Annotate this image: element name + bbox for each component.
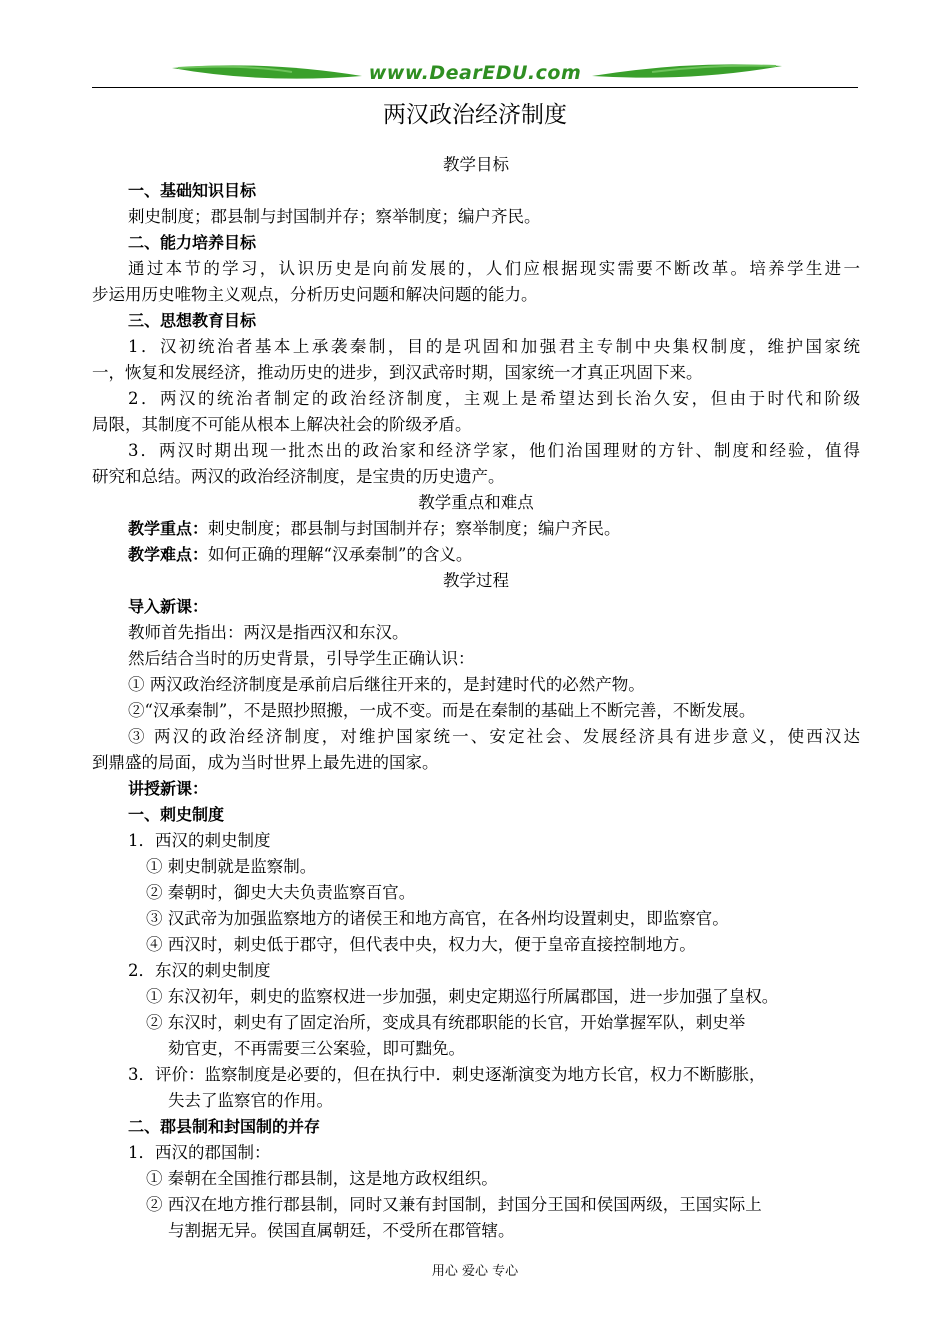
text-line: 然后结合当时的历史背景，引导学生正确认识： bbox=[128, 649, 475, 668]
text-line: 2．两汉的统治者制定的政治经济制度，主观上是希望达到长治久安，但由于时代和阶级 bbox=[128, 389, 860, 408]
text-line: 局限，其制度不可能从根本上解决社会的阶级矛盾。 bbox=[92, 415, 472, 434]
header-rule bbox=[92, 87, 858, 88]
text-line: 1．西汉的郡国制： bbox=[128, 1143, 271, 1162]
text-line: ③ 两汉的政治经济制度，对维护国家统一、安定社会、发展经济具有进步意义，使西汉达 bbox=[128, 727, 860, 746]
text-line: 通过本节的学习，认识历史是向前发展的，人们应根据现实需要不断改革。培养学生进一 bbox=[128, 259, 860, 278]
text-line: 劾官吏，不再需要三公案验，即可黜免。 bbox=[168, 1039, 465, 1058]
text-line: 1．汉初统治者基本上承袭秦制，目的是巩固和加强君主专制中央集权制度，维护国家统 bbox=[128, 337, 860, 356]
label-text: 教学重点： bbox=[128, 519, 209, 538]
text-line: ① 秦朝在全国推行郡县制，这是地方政权组织。 bbox=[146, 1169, 498, 1188]
text-line: ② 秦朝时，御史大夫负责监察百官。 bbox=[146, 883, 416, 902]
document-body bbox=[92, 152, 860, 1244]
text-line: ① 两汉政治经济制度是承前启后继往开来的，是封建时代的必然产物。 bbox=[128, 675, 645, 694]
text-line bbox=[92, 542, 860, 568]
text-line bbox=[92, 516, 860, 542]
text-line: ① 东汉初年，刺史的监察权进一步加强，刺史定期巡行所属郡国，进一步加强了皇权。 bbox=[146, 987, 779, 1006]
site-name[interactable]: www.DearEDU.com bbox=[368, 62, 582, 84]
label-value: 如何正确的理解“汉承秦制”的含义。 bbox=[208, 545, 473, 564]
label-value: 刺史制度；郡县制与封国制并存；察举制度；编户齐民。 bbox=[208, 519, 621, 538]
text-line: 2．东汉的刺史制度 bbox=[128, 961, 271, 980]
bold-heading: 一、刺史制度 bbox=[128, 805, 225, 824]
page-title: 两汉政治经济制度 bbox=[383, 102, 567, 128]
section-heading: 教学目标 bbox=[443, 155, 509, 174]
text-line: 1．西汉的刺史制度 bbox=[128, 831, 271, 850]
bold-heading: 讲授新课： bbox=[128, 779, 209, 798]
text-line: 到鼎盛的局面，成为当时世界上最先进的国家。 bbox=[92, 753, 439, 772]
text-line: 一，恢复和发展经济，推动历史的进步，到汉武帝时期，国家统一才真正巩固下来。 bbox=[92, 363, 703, 382]
text-line: ① 刺史制就是监察制。 bbox=[146, 857, 317, 876]
text-line: 与割据无异。侯国直属朝廷，不受所在郡管辖。 bbox=[168, 1221, 515, 1240]
site-header-banner bbox=[92, 54, 858, 94]
bold-heading: 导入新课： bbox=[128, 597, 209, 616]
bold-heading: 二、能力培养目标 bbox=[128, 233, 257, 252]
text-line: 步运用历史唯物主义观点，分析历史问题和解决问题的能力。 bbox=[92, 285, 538, 304]
text-line: 教师首先指出：两汉是指西汉和东汉。 bbox=[128, 623, 409, 642]
label-text: 教学难点： bbox=[128, 545, 209, 564]
text-line: ② 西汉在地方推行郡县制，同时又兼有封国制，封国分王国和侯国两级，王国实际上 bbox=[146, 1195, 762, 1214]
text-line: ③ 汉武帝为加强监察地方的诸侯王和地方高官，在各州均设置刺史，即监察官。 bbox=[146, 909, 729, 928]
text-line: 研究和总结。两汉的政治经济制度，是宝贵的历史遗产。 bbox=[92, 467, 505, 486]
page-footer: 用心 爱心 专心 bbox=[431, 1264, 519, 1279]
bold-heading: 三、思想教育目标 bbox=[128, 311, 257, 330]
text-line: 3．两汉时期出现一批杰出的政治家和经济学家，他们治国理财的方针、制度和经验，值得 bbox=[128, 441, 860, 460]
text-line: 刺史制度；郡县制与封国制并存；察举制度；编户齐民。 bbox=[128, 207, 541, 226]
section-heading: 教学过程 bbox=[443, 571, 509, 590]
text-line: 失去了监察官的作用。 bbox=[168, 1091, 333, 1110]
bold-heading: 二、郡县制和封国制的并存 bbox=[128, 1117, 321, 1136]
text-line: 3．评价：监察制度是必要的，但在执行中．刺史逐渐演变为地方长官，权力不断膨胀， bbox=[128, 1065, 766, 1084]
text-line: ② 东汉时，刺史有了固定治所，变成具有统郡职能的长官，开始掌握军队，刺史举 bbox=[146, 1013, 746, 1032]
bold-heading: 一、基础知识目标 bbox=[128, 181, 257, 200]
section-heading: 教学重点和难点 bbox=[418, 493, 534, 512]
text-line: ④ 西汉时，刺史低于郡守，但代表中央，权力大，便于皇帝直接控制地方。 bbox=[146, 935, 696, 954]
text-line: ②“汉承秦制”，不是照抄照搬，一成不变。而是在秦制的基础上不断完善，不断发展。 bbox=[128, 701, 756, 720]
